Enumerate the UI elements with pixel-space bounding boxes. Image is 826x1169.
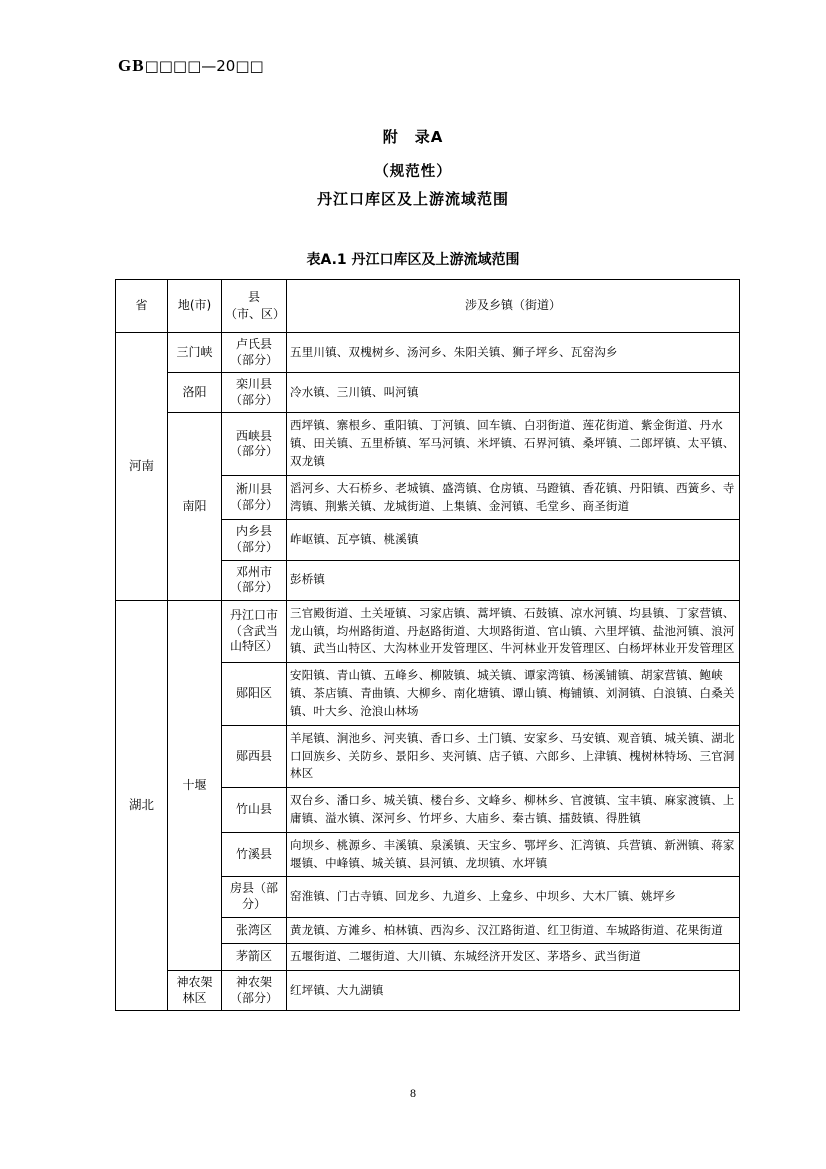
column-header-county-line2: （市、区）: [225, 307, 286, 321]
cell-county: [222, 560, 287, 600]
standard-number: □□□□—20□□: [144, 57, 264, 75]
cell-city: 洛阳: [168, 373, 222, 413]
cell-county-line1: 丹江口市: [229, 608, 278, 623]
document-header: [118, 56, 264, 76]
cell-county-line2: （部分）: [229, 497, 278, 512]
cell-county: 竹溪县: [222, 832, 287, 877]
cell-province: 河南: [116, 333, 168, 601]
cell-county: 茅箭区: [222, 944, 287, 971]
cell-county: [222, 333, 287, 373]
cell-county-line2: （部分）: [229, 352, 278, 367]
table-row: [116, 971, 740, 1011]
cell-towns: 岞岖镇、瓦亭镇、桃溪镇: [287, 520, 740, 560]
standard-prefix: GB: [118, 56, 145, 75]
annex-label: 附 录A: [382, 128, 444, 146]
cell-county: 竹山县: [222, 788, 287, 833]
cell-towns: 西坪镇、寨根乡、重阳镇、丁河镇、回车镇、白羽街道、莲花街道、紫金街道、丹水镇、田关镇、五里桥镇、军马河镇、米坪镇、石界河镇、桑坪镇、二郎坪镇、太平镇、双龙镇: [287, 413, 740, 475]
cell-county: [222, 373, 287, 413]
table-header: [116, 280, 740, 333]
cell-county-line1: 栾川县: [235, 377, 272, 392]
table-row: [116, 413, 740, 475]
cell-county: 郧西县: [222, 725, 287, 787]
cell-county-line1: 邓州市: [235, 564, 272, 579]
range-table-container: [115, 279, 735, 1011]
cell-county: 张湾区: [222, 917, 287, 944]
table-caption: 表A.1 丹江口库区及上游流域范围: [306, 252, 520, 268]
column-header-province: 省: [116, 280, 168, 333]
cell-county-line2: （部分）: [229, 540, 278, 555]
cell-city: 十堰: [168, 600, 222, 970]
column-header-county-line1: 县: [247, 289, 260, 304]
cell-towns: 三官殿街道、土关垭镇、习家店镇、蒿坪镇、石鼓镇、凉水河镇、均县镇、丁家营镇、龙山镇，均州路街道、丹赵路街道、大坝路街道、官山镇、六里坪镇、盐池河镇、浪河镇、武当山特区、大沟林业开发管理区、牛河林业开发管理区、白杨坪林业开发管理区: [287, 600, 740, 662]
cell-towns: 安阳镇、青山镇、五峰乡、柳陂镇、城关镇、谭家湾镇、杨溪铺镇、胡家营镇、鲍峡镇、茶店镇、青曲镇、大柳乡、南化塘镇、谭山镇、梅铺镇、刘洞镇、白浪镇、白桑关镇、叶大乡、沧浪山林场: [287, 663, 740, 725]
cell-county-line2: （部分）: [229, 990, 278, 1005]
annex-title: 丹江口库区及上游流域范围: [316, 190, 509, 208]
cell-towns: 滔河乡、大石桥乡、老城镇、盛湾镇、仓房镇、马蹬镇、香花镇、丹阳镇、西簧乡、寺湾镇、荆紫关镇、龙城街道、上集镇、金河镇、毛堂乡、商圣街道: [287, 475, 740, 520]
cell-towns: 窑淮镇、门古寺镇、回龙乡、九道乡、上龛乡、中坝乡、大木厂镇、姚坪乡: [287, 877, 740, 917]
column-header-city: 地(市): [168, 280, 222, 333]
cell-county-line1: 淅川县: [235, 482, 272, 497]
cell-county: [222, 475, 287, 520]
cell-county: [222, 520, 287, 560]
cell-city: 神农架林区: [168, 971, 222, 1011]
cell-city: 三门峡: [168, 333, 222, 373]
column-header-towns: 涉及乡镇（街道）: [287, 280, 740, 333]
cell-county-line2: （部分）: [229, 392, 278, 407]
cell-towns: 彭桥镇: [287, 560, 740, 600]
table-header-row: [116, 280, 740, 333]
cell-province: 湖北: [116, 600, 168, 1011]
cell-county-line2: （部分）: [229, 444, 278, 459]
cell-county-line1: 神农架: [235, 975, 272, 990]
cell-towns: 冷水镇、三川镇、叫河镇: [287, 373, 740, 413]
table-row: [116, 600, 740, 662]
cell-county: [222, 413, 287, 475]
cell-county-line1: 西峡县: [235, 428, 272, 443]
cell-county-line1: 卢氏县: [235, 337, 272, 351]
table-row: [116, 333, 740, 373]
page-number: 8: [410, 1086, 416, 1100]
cell-towns: 向坝乡、桃源乡、丰溪镇、泉溪镇、天宝乡、鄂坪乡、汇湾镇、兵营镇、新洲镇、蒋家堰镇、中峰镇、城关镇、县河镇、龙坝镇、水坪镇: [287, 832, 740, 877]
table-row: [116, 373, 740, 413]
annex-type: （规范性）: [374, 164, 452, 180]
cell-towns: 五里川镇、双槐树乡、汤河乡、朱阳关镇、狮子坪乡、瓦窑沟乡: [287, 333, 740, 373]
cell-county-line2: （部分）: [229, 580, 278, 595]
cell-county: [222, 600, 287, 662]
cell-county-line2: （含武当山特区）: [229, 623, 278, 654]
table-body: [116, 333, 740, 1011]
cell-towns: 红坪镇、大九湖镇: [287, 971, 740, 1011]
cell-county: [222, 971, 287, 1011]
cell-towns: 双台乡、潘口乡、城关镇、楼台乡、文峰乡、柳林乡、官渡镇、宝丰镇、麻家渡镇、上庸镇、溢水镇、深河乡、竹坪乡、大庙乡、秦古镇、擂鼓镇、得胜镇: [287, 788, 740, 833]
cell-county: 郧阳区: [222, 663, 287, 725]
column-header-county: [222, 280, 287, 333]
cell-city: 南阳: [168, 413, 222, 600]
cell-towns: 黄龙镇、方滩乡、柏林镇、西沟乡、汉江路街道、红卫街道、车城路街道、花果街道: [287, 917, 740, 944]
cell-towns: 五堰街道、二堰街道、大川镇、东城经济开发区、茅塔乡、武当街道: [287, 944, 740, 971]
cell-county-line1: 内乡县: [235, 524, 272, 539]
cell-towns: 羊尾镇、涧池乡、河夹镇、香口乡、土门镇、安家乡、马安镇、观音镇、城关镇、湖北口回族乡、关防乡、景阳乡、夹河镇、店子镇、六郎乡、上津镇、槐树林特场、三官洞林区: [287, 725, 740, 787]
cell-county: 房县（部分）: [222, 877, 287, 917]
range-table: [115, 279, 740, 1011]
